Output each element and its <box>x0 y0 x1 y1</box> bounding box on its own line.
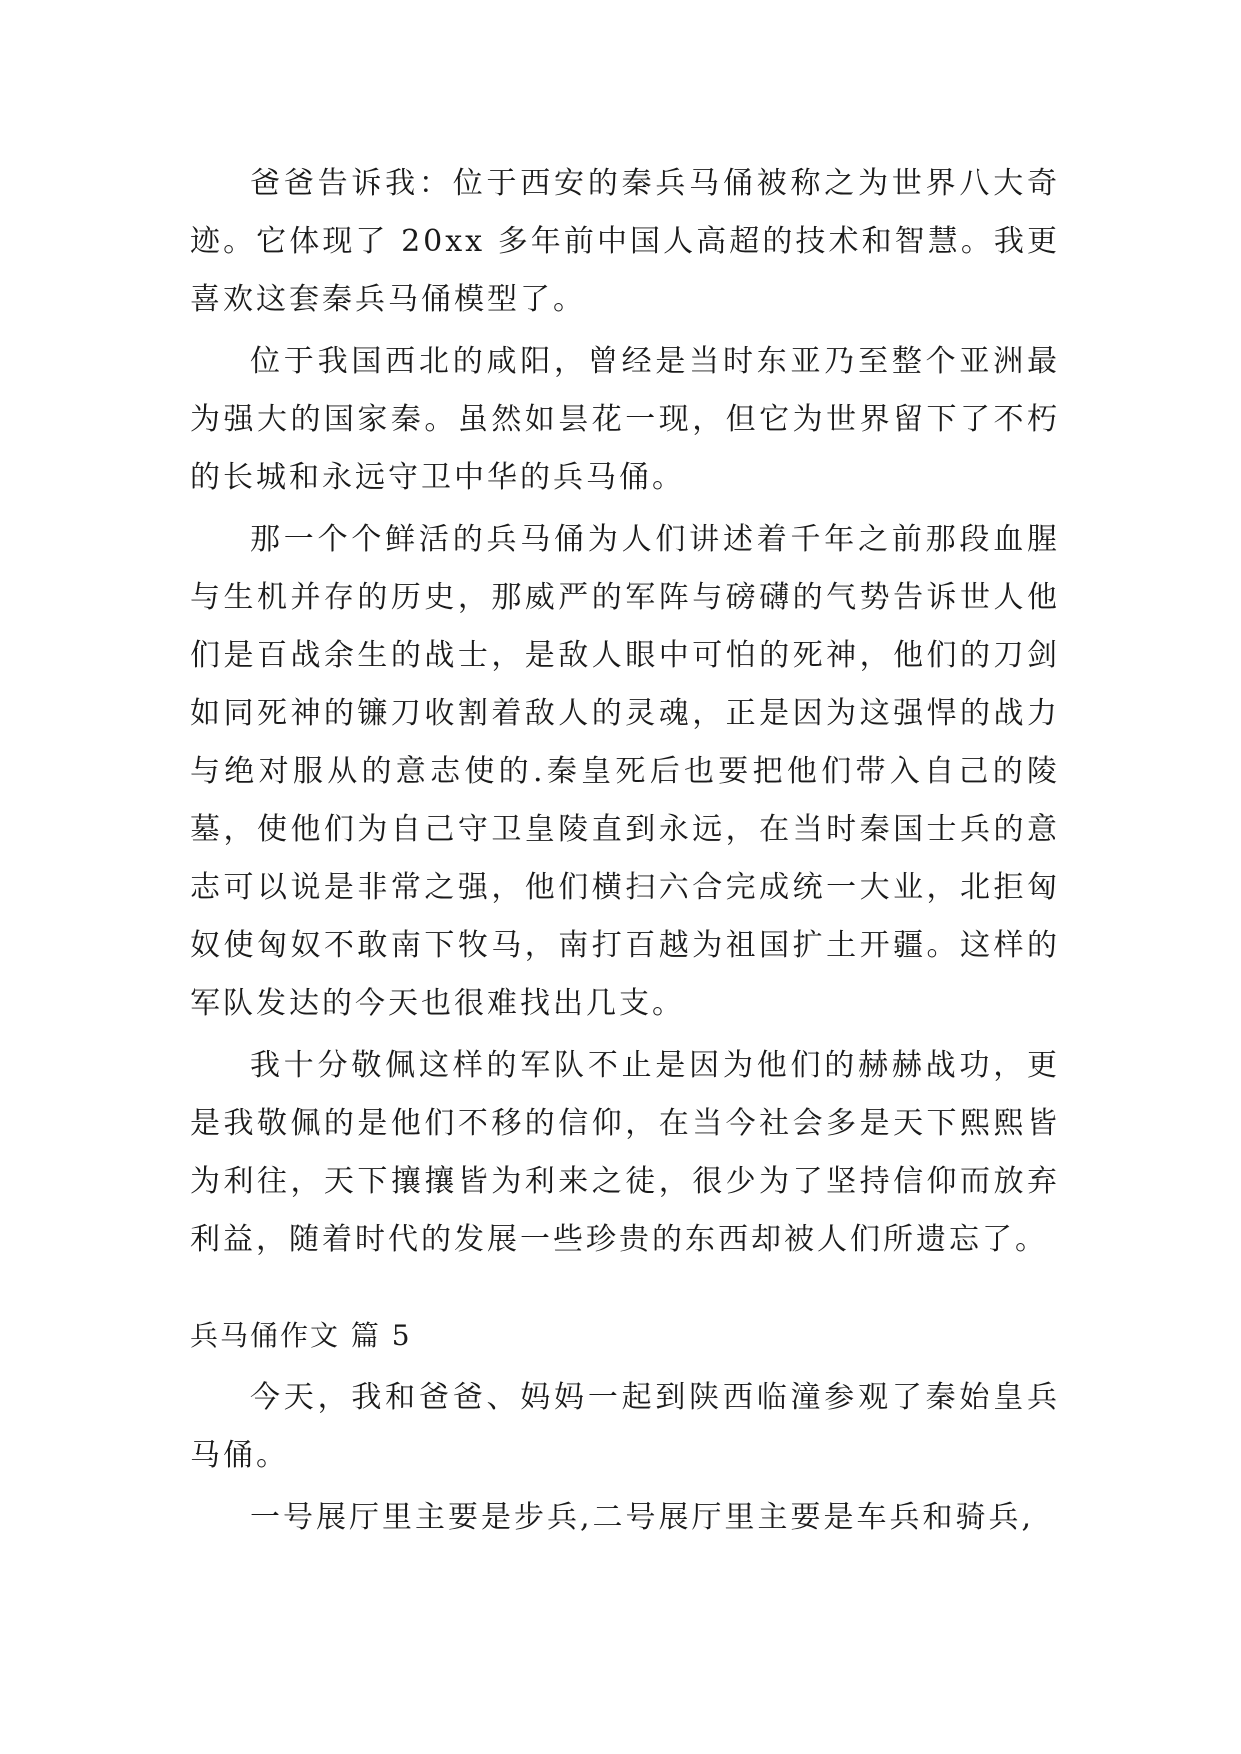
paragraph: 爸爸告诉我：位于西安的秦兵马俑被称之为世界八大奇迹。它体现了 20xx 多年前中国人高超的技术和智慧。我更喜欢这套秦兵马俑模型了。 <box>190 166 1060 317</box>
section-heading: 兵马俑作文 篇 5 <box>190 1319 412 1352</box>
paragraph: 今天，我和爸爸、妈妈一起到陕西临潼参观了秦始皇兵马俑。 <box>190 1380 1060 1473</box>
paragraph: 那一个个鲜活的兵马俑为人们讲述着千年之前那段血腥与生机并存的历史，那威严的军阵与磅礴的气势告诉世人他们是百战余生的战士，是敌人眼中可怕的死神，他们的刀剑如同死神的镰刀收割着敌人的灵魂，正是因为这强悍的战力与绝对服从的意志使的.秦皇死后也要把他们带入自己的陵墓，使他们为自己守卫皇陵直到永远，在当时秦国士兵的意志可以说是非常之强，他们横扫六合完成统一大业，北拒匈奴使匈奴不敢南下牧马，南打百越为祖国扩土开疆。这样的军队发达的今天也很难找出几支。 <box>190 522 1060 1021</box>
paragraph: 一号展厅里主要是步兵,二号展厅里主要是车兵和骑兵, <box>250 1500 1035 1535</box>
paragraph: 我十分敬佩这样的军队不止是因为他们的赫赫战功，更是我敬佩的是他们不移的信仰，在当今社会多是天下熙熙皆为利往，天下攘攘皆为利来之徒，很少为了坚持信仰而放弃利益，随着时代的发展一些珍贵的东西却被人们所遗忘了。 <box>190 1048 1060 1257</box>
document-page <box>190 155 1060 1551</box>
paragraph: 位于我国西北的咸阳，曾经是当时东亚乃至整个亚洲最为强大的国家秦。虽然如昙花一现，但它为世界留下了不朽的长城和永远守卫中华的兵马俑。 <box>190 344 1060 495</box>
